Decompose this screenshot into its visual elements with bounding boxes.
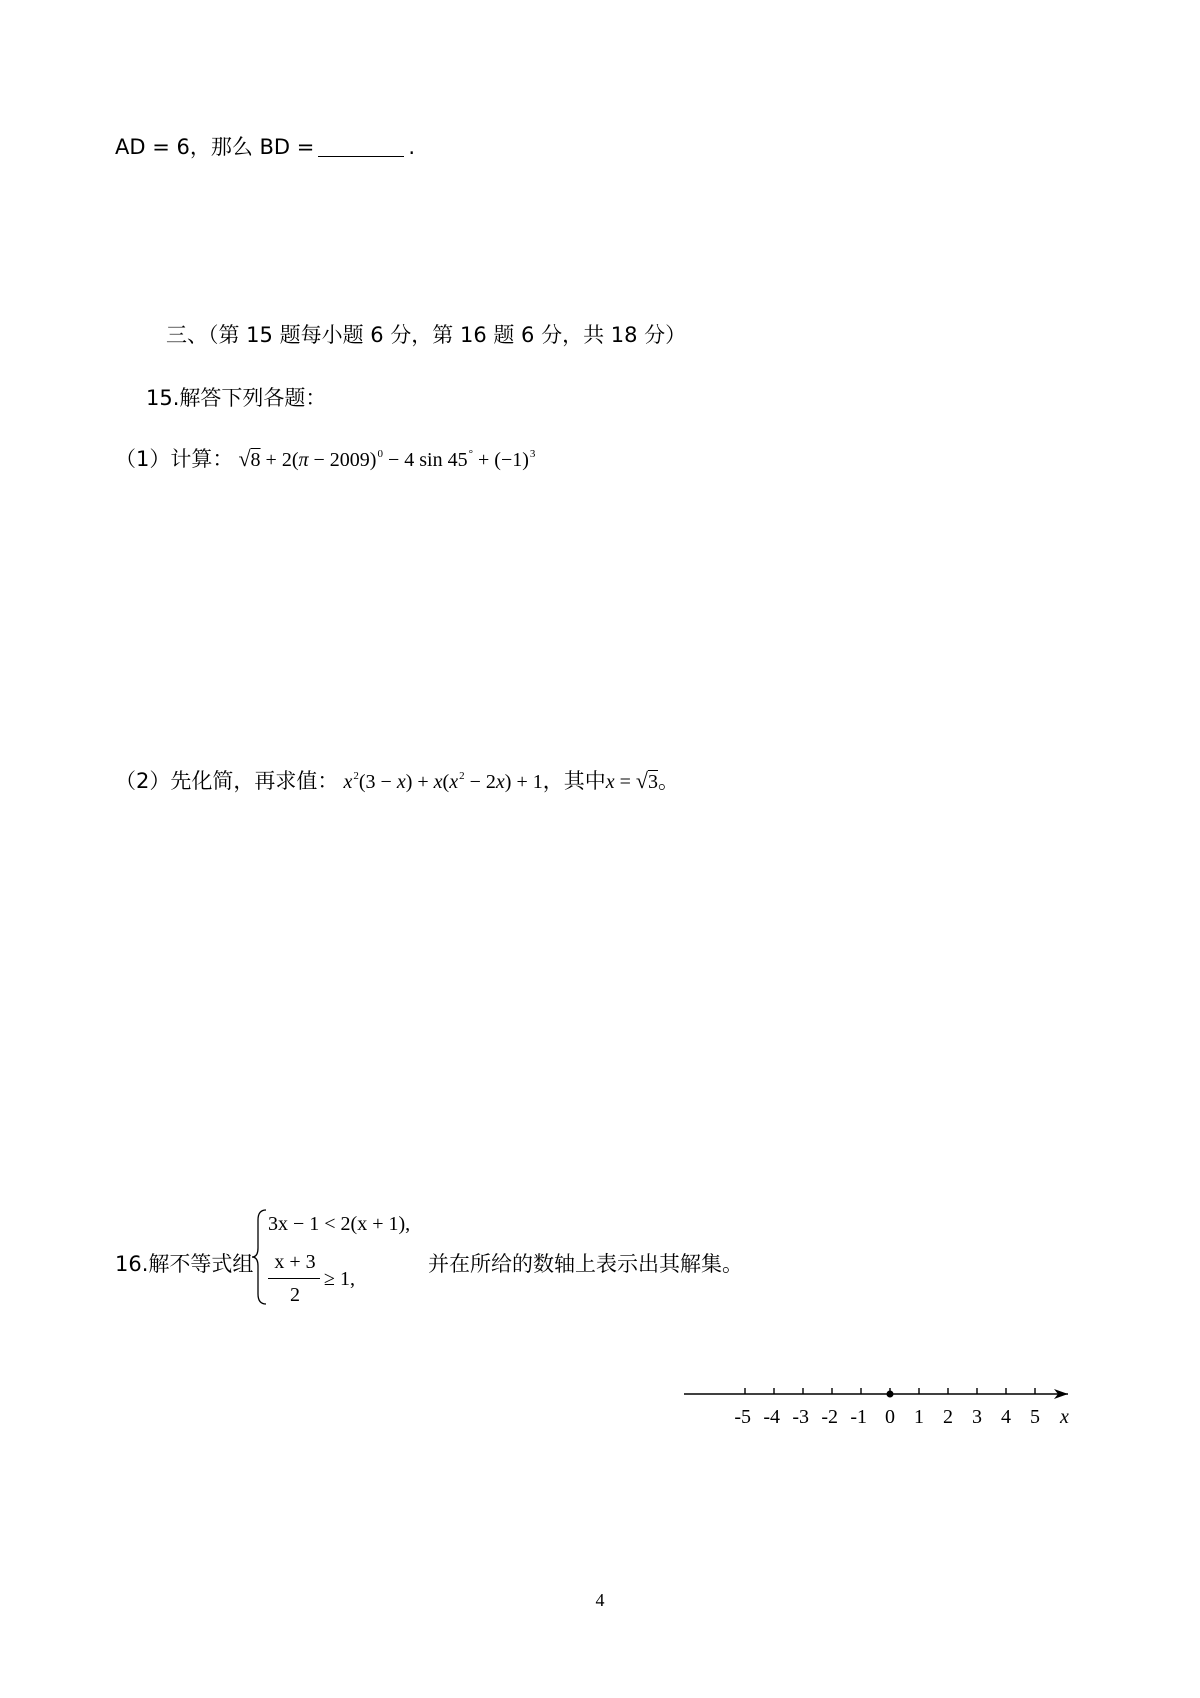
left-brace [250, 1208, 270, 1306]
var-x: x [495, 771, 505, 793]
answer-blank[interactable] [318, 138, 404, 157]
period: 。 [657, 769, 679, 793]
expr-seg: − 2009) [313, 449, 377, 471]
q14-tail [115, 134, 415, 160]
tick-label: -5 [734, 1406, 751, 1428]
exponent: 0 [377, 448, 383, 460]
inequality-2-relation: ≥ 1, [324, 1268, 355, 1290]
section-heading: 三、（第 15 题每小题 6 分，第 16 题 6 分，共 18 分） [166, 323, 687, 347]
tick-label: 5 [1030, 1406, 1040, 1428]
number-line[interactable] [680, 1380, 1080, 1440]
pi-symbol: π [298, 449, 309, 471]
sqrt-symbol: √ [238, 446, 251, 471]
fraction-denominator: 2 [290, 1284, 300, 1306]
expr-seg: ( [442, 771, 450, 793]
tick-label: -1 [850, 1406, 867, 1428]
exponent: 3 [529, 448, 536, 460]
q15-part2-label: （2）先化简，再求值： [115, 769, 339, 793]
exponent: 2 [459, 770, 465, 782]
inequality-1: 3x − 1 < 2(x + 1), [268, 1213, 411, 1235]
degree-sign: ° [468, 448, 474, 460]
var-x: x [449, 771, 459, 793]
var-x: x [433, 771, 443, 793]
q15-part1-expression [238, 446, 536, 471]
q15-part2 [115, 768, 679, 794]
fraction-numerator: x + 3 [274, 1251, 316, 1273]
radicand: 8 [250, 449, 261, 471]
q14-prefix: AD = 6，那么 BD = [115, 135, 315, 159]
q15-part2-expression [343, 771, 542, 793]
fraction-bar [268, 1278, 320, 1279]
axis-label-x: x [1060, 1406, 1069, 1428]
sqrt-symbol: √ [635, 768, 648, 793]
tick-label: 3 [972, 1406, 982, 1428]
var-x: x [605, 771, 615, 793]
tick-label: 2 [943, 1406, 953, 1428]
expr-seg: + 2( [265, 449, 299, 471]
tick-label: 4 [1001, 1406, 1011, 1428]
tick-label: -2 [821, 1406, 838, 1428]
tick-label: -3 [792, 1406, 809, 1428]
expr-seg: + (−1) [478, 449, 529, 471]
tick-label: 0 [885, 1406, 895, 1428]
q16-label: 16.解不等式组 [115, 1252, 254, 1276]
q15-part1 [115, 446, 535, 472]
var-x: x [343, 771, 353, 793]
origin-dot [887, 1391, 894, 1398]
page-number: 4 [595, 1590, 605, 1610]
expr-seg: − 2 [464, 771, 496, 793]
q14-suffix: . [408, 135, 416, 159]
tick-label: -4 [763, 1406, 780, 1428]
exponent: 2 [353, 770, 359, 782]
q15-part1-label: （1）计算： [115, 447, 234, 471]
equals: = [614, 771, 636, 793]
expr-seg: (3 − [358, 771, 397, 793]
radicand: 3 [647, 771, 658, 793]
var-x: x [396, 771, 406, 793]
q15-title: 15.解答下列各题： [146, 386, 327, 410]
tick-label: 1 [914, 1406, 924, 1428]
expr-seg: ) + [405, 771, 434, 793]
expr-seg: ) + 1 [504, 771, 543, 793]
condition [605, 768, 658, 793]
expr-seg: − 4 sin 45 [387, 449, 468, 471]
q16-instruction: 并在所给的数轴上表示出其解集。 [428, 1252, 743, 1276]
where-text: ，其中 [542, 769, 606, 793]
